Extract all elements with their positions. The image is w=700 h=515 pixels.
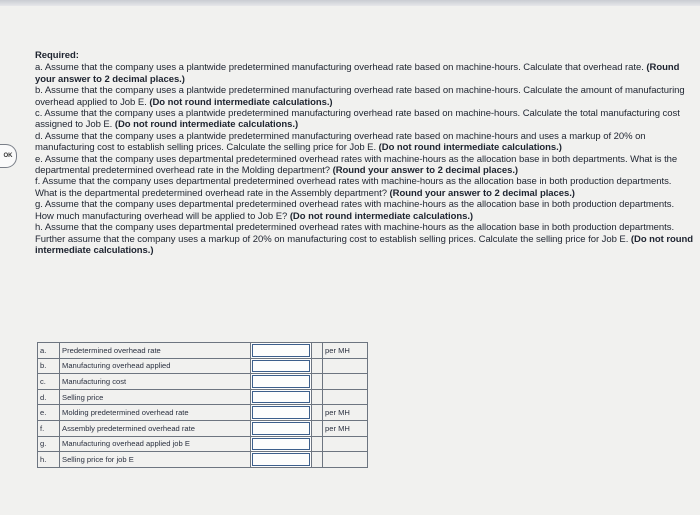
answer-input[interactable] bbox=[251, 343, 312, 359]
table-row bbox=[38, 389, 368, 405]
requirement-b: b. Assume that the company uses a plantwide predetermined manufacturing overhead rate based on machine-hours. Calculate the amount of manufacturing overhead applied to Job E. (Do not round intermediate calculations.) bbox=[35, 85, 685, 108]
answer-input[interactable] bbox=[251, 452, 312, 468]
requirement-h: h. Assume that the company uses departmental predetermined overhead rates with machine-hours as the allocation base in both production departments. Further assume that the company uses a markup of 20% on manufacturing cost to establish selling prices. Calculate the selling price for Job E. (Do not round intermediate calculations.) bbox=[35, 222, 694, 256]
row-spacer bbox=[312, 343, 323, 359]
row-spacer bbox=[312, 389, 323, 405]
answer-input[interactable] bbox=[251, 405, 312, 421]
row-unit: per MH bbox=[323, 420, 368, 436]
row-spacer bbox=[312, 452, 323, 468]
row-label: Selling price bbox=[60, 389, 251, 405]
row-letter: b. bbox=[38, 358, 60, 374]
requirement-e: e. Assume that the company uses departmental predetermined overhead rates with machine-hours as the allocation base in both departments. What is the departmental predetermined overhead rate in the Molding department? (Round your answer to 2 decimal places.) bbox=[35, 153, 678, 177]
table-row bbox=[38, 374, 368, 390]
row-label: Molding predetermined overhead rate bbox=[60, 405, 251, 421]
row-letter: h. bbox=[38, 452, 60, 468]
row-spacer bbox=[312, 374, 323, 390]
row-spacer bbox=[312, 358, 323, 374]
answer-input-box[interactable] bbox=[252, 438, 310, 451]
row-letter: c. bbox=[38, 374, 60, 390]
requirement-g: g. Assume that the company uses departmental predetermined overhead rates with machine-hours as the allocation base in both production departments. How much manufacturing overhead will be applied to Job E? (Do not round intermediate calculations.) bbox=[35, 199, 675, 222]
answer-input[interactable] bbox=[251, 358, 312, 374]
table-row bbox=[38, 436, 368, 452]
answer-input-box[interactable] bbox=[252, 375, 310, 388]
answer-input-box[interactable] bbox=[252, 422, 310, 435]
row-letter: g. bbox=[38, 436, 60, 452]
row-unit bbox=[323, 374, 368, 390]
row-unit bbox=[323, 389, 368, 405]
answer-input[interactable] bbox=[251, 420, 312, 436]
requirement-f: f. Assume that the company uses departmental predetermined overhead rates with machine-hours as the allocation base in both production departments. What is the departmental predetermined overhead rate in the Assembly department? (Round your answer to 2 decimal places.) bbox=[35, 176, 672, 199]
answer-input-box[interactable] bbox=[252, 391, 310, 404]
answer-input[interactable] bbox=[251, 436, 312, 452]
answer-input[interactable] bbox=[251, 389, 312, 405]
row-label: Assembly predetermined overhead rate bbox=[60, 420, 251, 436]
row-spacer bbox=[312, 436, 323, 452]
row-letter: f. bbox=[38, 420, 60, 436]
row-unit bbox=[323, 436, 368, 452]
row-unit bbox=[323, 358, 368, 374]
table-row bbox=[38, 343, 368, 359]
row-label: Predetermined overhead rate bbox=[60, 343, 251, 359]
answer-input[interactable] bbox=[251, 374, 312, 390]
required-heading: Required: bbox=[35, 50, 79, 61]
requirement-d: d. Assume that the company uses a plantwide predetermined manufacturing overhead rate based on machine-hours and uses a markup of 20% on manufacturing cost to establish selling prices. Calculate the selling price for Job E. (Do not round intermediate calculations.) bbox=[35, 130, 646, 154]
row-unit: per MH bbox=[323, 343, 368, 359]
side-tab[interactable]: OK bbox=[0, 144, 17, 168]
row-spacer bbox=[312, 405, 323, 421]
top-bar bbox=[0, 0, 700, 6]
row-letter: e. bbox=[38, 405, 60, 421]
row-letter: a. bbox=[38, 343, 60, 359]
answer-input-box[interactable] bbox=[252, 406, 310, 419]
row-label: Manufacturing overhead applied bbox=[60, 358, 251, 374]
required-section bbox=[35, 50, 695, 256]
answer-input-box[interactable] bbox=[252, 344, 310, 357]
table-row bbox=[38, 452, 368, 468]
requirement-c: c. Assume that the company uses a plantwide predetermined manufacturing overhead rate based on machine-hours. Calculate the total manufacturing cost assigned to Job E. (Do not round intermediate calculations.) bbox=[35, 108, 680, 131]
row-unit: per MH bbox=[323, 405, 368, 421]
row-label: Selling price for job E bbox=[60, 452, 251, 468]
answer-input-box[interactable] bbox=[252, 453, 310, 466]
table-row bbox=[38, 405, 368, 421]
requirement-a: a. Assume that the company uses a plantwide predetermined manufacturing overhead rate based on machine-hours. Calculate that overhead rate. (Round your answer to 2 decimal places.) bbox=[35, 62, 680, 85]
row-spacer bbox=[312, 420, 323, 436]
row-letter: d. bbox=[38, 389, 60, 405]
row-unit bbox=[323, 452, 368, 468]
table-row bbox=[38, 420, 368, 436]
row-label: Manufacturing overhead applied job E bbox=[60, 436, 251, 452]
table-row bbox=[38, 358, 368, 374]
answer-input-box[interactable] bbox=[252, 360, 310, 373]
row-label: Manufacturing cost bbox=[60, 374, 251, 390]
answer-table bbox=[37, 342, 368, 468]
